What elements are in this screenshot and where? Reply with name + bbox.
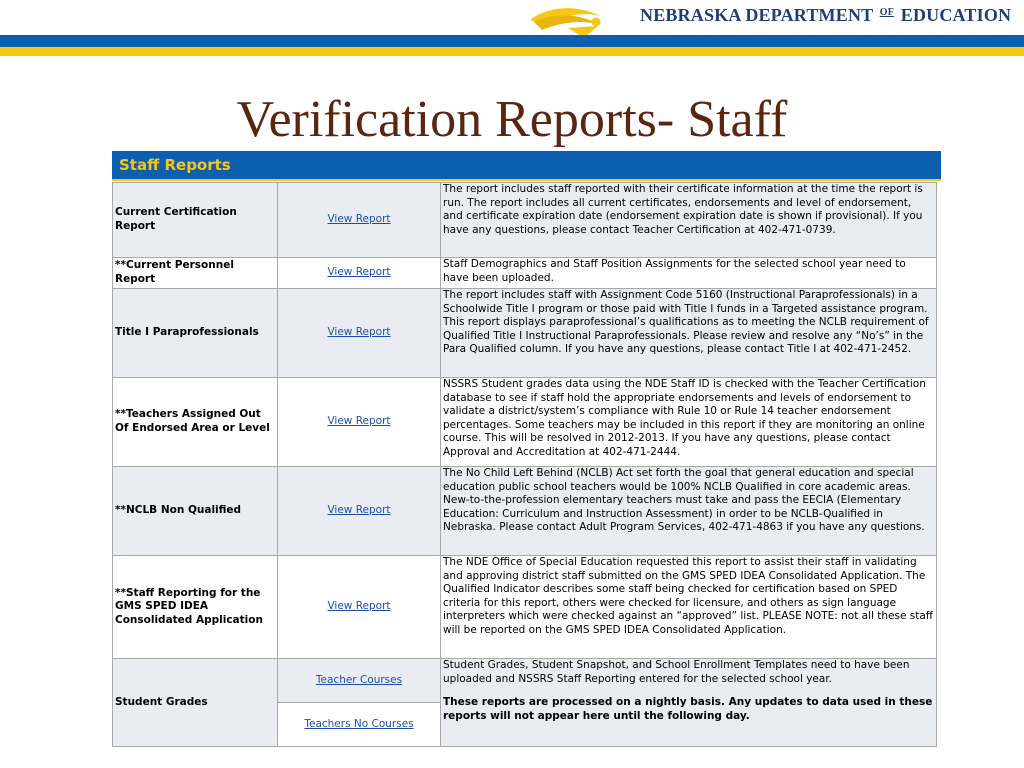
report-description: The No Child Left Behind (NCLB) Act set forth the goal that general education and special education public school teachers would be 100% NCLB Qualified in core academic areas. New-to-the-profession elementary teachers must take and pass the EECIA (Elementary Education: Curriculum and Instruction Assessment) in order to be NCLB-Qualified in Nebraska. Please contact Adult Program Services, 402-471-4863 if you have any questions. [441, 467, 937, 556]
agency-name-prefix: NEBRASKA DEPARTMENT [640, 5, 874, 25]
link-cell [278, 467, 441, 556]
header-yellow-bar [0, 47, 1024, 56]
agency-name [640, 5, 1011, 26]
link-cell [278, 556, 441, 659]
report-name: Title I Paraprofessionals [113, 289, 278, 378]
table-row [113, 556, 937, 659]
reports-table [112, 182, 937, 747]
report-description: Staff Demographics and Staff Position Assignments for the selected school year need to have been uploaded. [441, 258, 937, 289]
table-row [113, 258, 937, 289]
report-name: **Current Personnel Report [113, 258, 278, 289]
table-row [113, 378, 937, 467]
view-report-link[interactable]: View Report [327, 504, 391, 517]
slide-title: Verification Reports- Staff [236, 91, 788, 148]
agency-name-suffix: EDUCATION [900, 5, 1012, 25]
panel-title: Staff Reports [119, 156, 231, 174]
table-row [113, 289, 937, 378]
link-cell [278, 659, 441, 703]
teachers-no-courses-link[interactable]: Teachers No Courses [304, 717, 414, 730]
link-cell [278, 258, 441, 289]
link-cell [278, 289, 441, 378]
table-row [113, 659, 937, 703]
report-description: The report includes staff reported with their certificate information at the time the report is run. The report includes all current certificates, endorsements and level of endorsement, and certificate expiration date (endorsement expiration date is shown if provisional). If you have any questions, please contact Teacher Certification at 402-471-0739. [441, 183, 937, 258]
report-name: Current Certification Report [113, 183, 278, 258]
report-description: The NDE Office of Special Education requested this report to assist their staff in validating and approving district staff submitted on the GMS SPED IDEA Consolidated Application. The Qualified Indicator describes some staff being checked for certification based on SPED criteria for this report, others were checked for licensure, and others as sign language interpreters which were checked against an “approved” list. PLEASE NOTE: not all these staff will be reported on the GMS SPED IDEA Consolidated Application. [441, 556, 937, 659]
staff-reports-panel [112, 151, 941, 751]
header-banner [0, 0, 1024, 58]
student-grades-description: Student Grades, Student Snapshot, and School Enrollment Templates need to have been uploaded and NSSRS Staff Reporting entered for the selected school year. [443, 659, 910, 685]
table-row [113, 467, 937, 556]
report-name: **Teachers Assigned Out Of Endorsed Area or Level [113, 378, 278, 467]
table-row [113, 183, 937, 258]
link-cell [278, 183, 441, 258]
link-cell [278, 703, 441, 747]
report-name: **NCLB Non Qualified [113, 467, 278, 556]
header-blue-bar [0, 35, 1024, 47]
view-report-link[interactable]: View Report [327, 326, 391, 339]
report-description: NSSRS Student grades data using the NDE Staff ID is checked with the Teacher Certification database to see if staff hold the appropriate endorsements and levels of endorsement to validate a district/system’s compliance with Rule 10 or Rule 14 teacher endorsement percentages. Some teachers may be included in this report if they are monitoring an online course. This will be resolved in 2012-2013. If you have any questions, please contact Approval and Accreditation at 402-471-2444. [441, 378, 937, 467]
report-name: Student Grades [113, 659, 278, 747]
view-report-link[interactable]: View Report [327, 213, 391, 226]
report-description: The report includes staff with Assignment Code 5160 (Instructional Paraprofessionals) in a Schoolwide Title I program or those paid with Title I funds in a Targeted assistance program. This report displays paraprofessional’s qualifications as to meeting the NCLB requirement of Qualified Title I Instructional Paraprofessionals. Please review and resolve any “No’s” in the Para Qualified column. If you have any questions, please contact Title I at 402-471-2452. [441, 289, 937, 378]
report-description [441, 659, 937, 747]
report-name: **Staff Reporting for the GMS SPED IDEA Consolidated Application [113, 556, 278, 659]
view-report-link[interactable]: View Report [327, 266, 391, 279]
teacher-courses-link[interactable]: Teacher Courses [315, 673, 403, 686]
view-report-link[interactable]: View Report [327, 600, 391, 613]
agency-name-of: OF [879, 7, 895, 18]
view-report-link[interactable]: View Report [327, 415, 391, 428]
processing-note: These reports are processed on a nightly basis. Any updates to data used in these reports will not appear here until the following day. [443, 696, 933, 722]
link-cell [278, 378, 441, 467]
panel-header [112, 151, 941, 181]
